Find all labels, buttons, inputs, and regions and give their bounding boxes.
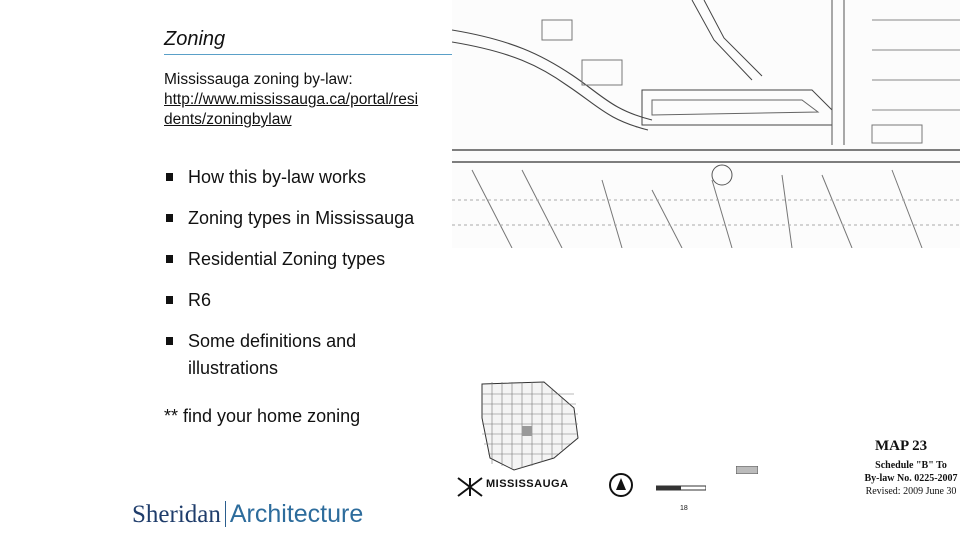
map-title: MAP 23 (875, 438, 928, 454)
bullet-item: How this by-law works (164, 166, 414, 207)
bullet-list (164, 166, 414, 386)
map-schedule: Schedule "B" To By-law No. 0225-2007 Revised: 2009 June 30 (864, 460, 958, 497)
sheridan-logo: Sheridan Architecture (132, 500, 364, 528)
intro-block (164, 70, 424, 130)
slide-title: Zoning (164, 28, 226, 50)
bullet-item: Some definitions and illustrations (164, 330, 414, 386)
map-page-number: 18 (680, 505, 688, 512)
bullet-square-icon (166, 173, 173, 181)
find-zoning-note: ** find your home zoning (164, 406, 361, 426)
bullet-item: Zoning types in Mississauga (164, 207, 414, 248)
bullet-item: Residential Zoning types (164, 248, 414, 289)
bullet-square-icon (166, 337, 173, 345)
map-legend-area (452, 376, 960, 540)
title-rule (164, 54, 454, 55)
street-map-top (452, 0, 960, 248)
intro-text: Mississauga zoning by-law: (164, 71, 353, 88)
map-brand: MISSISSAUGA (486, 478, 569, 490)
scale-bar-icon (656, 484, 706, 492)
bullet-square-icon (166, 255, 173, 263)
key-map-inset (474, 378, 594, 478)
bullet-item: R6 (164, 289, 414, 330)
bullet-square-icon (166, 296, 173, 304)
zoning-bylaw-link[interactable]: http://www.mississauga.ca/portal/residents/zoningbylaw (164, 91, 419, 128)
mississauga-logo-icon (456, 476, 484, 498)
north-arrow-icon (608, 472, 634, 498)
legend-swatch-icon (736, 466, 758, 474)
bullet-square-icon (166, 214, 173, 222)
zoning-map-image (452, 0, 960, 540)
